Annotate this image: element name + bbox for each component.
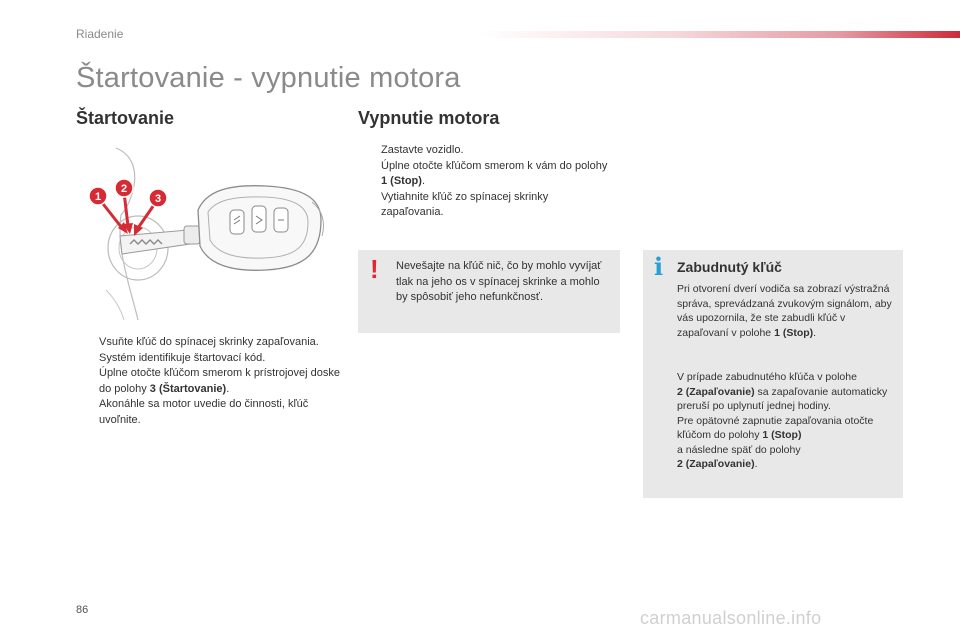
position-label: 2 (Zapaľovanie) [677, 385, 755, 398]
step-text: Úplne otočte kľúčom smerom k vám do polohy [381, 159, 608, 172]
info-text: V prípade zabudnutého kľúča v polohe [677, 371, 857, 383]
warning-text: Nevešajte na kľúč nič, čo by mohlo vyvíjať tlak na jeho os v spínacej skrinke a mohlo by spôsobiť jeho nefunkčnosť. [396, 260, 602, 303]
header-accent-bar [480, 31, 960, 38]
page-title: Štartovanie - vypnutie motora [76, 62, 461, 94]
callout-2: 2 [120, 183, 128, 195]
list-item [76, 335, 341, 366]
punctuation: . [813, 326, 817, 339]
step-text: Vytiahnite kľúč zo spínacej skrinky zapaľovania. [381, 190, 549, 218]
punctuation: . [421, 175, 426, 187]
position-callouts [89, 179, 167, 236]
position-label: 1 (Stop) [774, 326, 814, 339]
page-number: 86 [76, 604, 89, 616]
position-label: 1 (Stop) [762, 429, 802, 441]
info-title: Zabudnutý kľúč [677, 259, 782, 275]
position-label: 1 (Stop) [381, 175, 422, 187]
stopping-steps [358, 143, 613, 221]
warning-icon: ! [370, 254, 379, 284]
list-item [76, 397, 341, 428]
stopping-heading: Vypnutie motora [358, 108, 500, 128]
info-text: Pre opätovné zapnutie zapaľovania otočte kľúčom do polohy [677, 414, 874, 441]
list-item [358, 190, 613, 221]
punctuation: . [754, 458, 758, 470]
watermark: carmanualsonline.info [640, 608, 822, 628]
step-text: Úplne otočte kľúčom smerom k prístrojovej doske do polohy [99, 367, 341, 395]
punctuation: . [226, 382, 230, 395]
info-box [643, 250, 903, 498]
info-text: sa zapaľovanie automaticky preruší po uplynutí jednej hodiny. [677, 385, 888, 412]
list-item [358, 159, 613, 190]
position-label: 3 (Štartovanie) [149, 382, 227, 395]
info-icon: i [654, 252, 664, 281]
info-text: a následne späť do polohy [677, 443, 801, 456]
info-paragraph [677, 282, 897, 340]
step-text: Vsuňte kľúč do spínacej skrinky zapaľovania. [99, 336, 319, 348]
position-label: 2 (Zapaľovanie) [677, 458, 755, 470]
callout-1: 1 [94, 191, 102, 203]
ignition-key-illustration [76, 140, 341, 325]
step-text: Akonáhle sa motor uvedie do činnosti, kľúč uvoľnite. [99, 398, 309, 426]
starting-steps [76, 335, 341, 428]
section-label: Riadenie [76, 27, 124, 41]
step-text: Systém identifikuje štartovací kód. [99, 351, 266, 364]
info-paragraph [677, 370, 897, 472]
list-item [76, 366, 341, 397]
step-text: Zastavte vozidlo. [381, 144, 464, 156]
list-item [358, 143, 613, 159]
callout-3: 3 [154, 193, 162, 205]
info-text: Pri otvorení dverí vodiča sa zobrazí výstražná správa, sprevádzaná zvukovým signálom, aby vás upozornila, že ste zabudli kľúč v zapaľovaní v polohe [677, 283, 892, 339]
starting-heading: Štartovanie [76, 108, 175, 128]
warning-box [358, 250, 620, 333]
